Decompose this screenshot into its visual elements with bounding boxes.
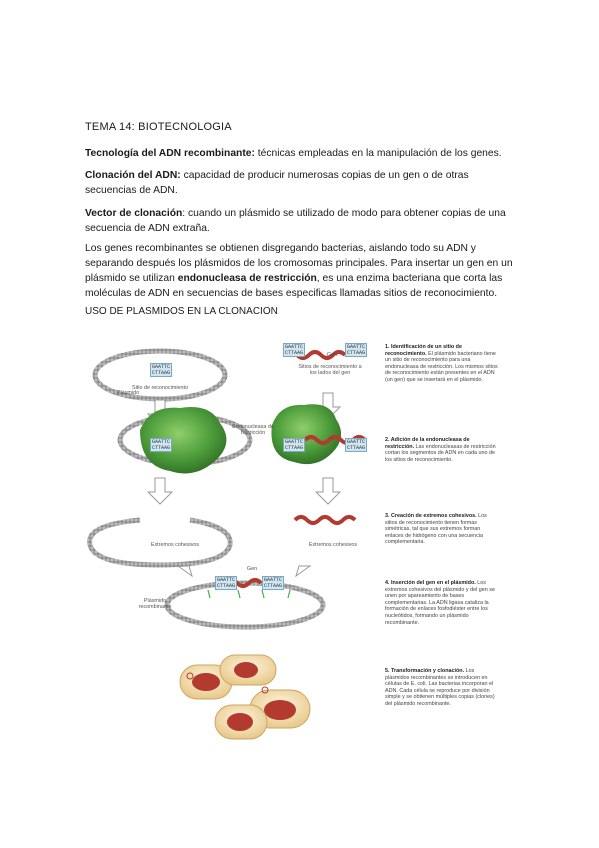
arrow-icon [208, 590, 290, 598]
legend-step-4: 4. Inserción del gen en el plásmido. Los extremos cohesivos del plásmido y del gen se unen por apareamiento de bases complementarias. La ADN ligasa cataliza la formación de enlaces fosfodiéster entre los nucleótidos, formando un plásmido recombinante. [385, 580, 495, 626]
term-endonucleasa: endonucleasa de restricción [177, 273, 317, 284]
term-vector: Vector de clonación [85, 208, 183, 219]
recognition-site-sequence: GAATTC CTTAAG [264, 577, 283, 589]
legend-step-1: 1. Identificación de un sitio de reconocimiento. El plásmido bacteriano tiene un sitio de reconocimiento para una endonucleasa de restricción. Los mismos sitios de reconocimiento están presentes en el ADN (un gen) que se insertará en el plásmido. [385, 344, 498, 383]
label-extremos-gen: Extremos cohesivos [308, 542, 358, 548]
term-clonacion: Clonación del ADN: [85, 170, 181, 181]
legend-step-5: 5. Transformación y clonación. Los plásmidos recombinantes se introducen en células de E. coli. Las bacterias incorporan el ADN. Cada célula se reproduce por división simple y se obtienen múltiples copias (clones) del plásmido recombinante. [385, 668, 495, 707]
recognition-site-sequence: GAATTC CTTAAG [285, 439, 304, 451]
recognition-site-sequence: GAATTC CTTAAG [347, 344, 366, 356]
recognition-site-sequence: GAATTC CTTAAG [285, 344, 304, 356]
recognition-site-sequence: GAATTC CTTAAG [152, 439, 171, 451]
gene-strand [295, 517, 355, 523]
label-sitio-plasmido: Sitio de reconocimiento [131, 385, 189, 391]
body-text-a: Los genes recombinantes se obtienen disgregando bacterias, aislando todo su ADN y separando después los plásmidos de los cromosomas principales. Para insertar un gen en un plásmido se utilizan [85, 243, 513, 284]
label-plasmido-recombinante: Plásmido recombinante [138, 598, 172, 611]
page-title: TEMA 14: BIOTECNOLOGIA [85, 121, 232, 133]
term-adn-recombinante: Tecnología del ADN recombinante: [85, 148, 255, 159]
label-plasmido: Plásmido [116, 390, 140, 396]
definition-adn-recombinante: técnicas empleadas en la manipulación de los genes. [254, 148, 502, 159]
recognition-site-sequence: GAATTC CTTAAG [217, 577, 236, 589]
definition-clonacion: capacidad de producir numerosas copias de un gen o de otras secuencias de ADN. [85, 170, 469, 196]
label-extremos-plasmido: Extremos cohesivos [150, 542, 200, 548]
recognition-site-sequence: GAATTC CTTAAG [347, 439, 366, 451]
label-gen: Gen [246, 566, 258, 572]
plasmid-ring [167, 583, 323, 627]
body-text-b: , es una enzima bacteriana que corta las moléculas de ADN en secuencias de bases especificas llamadas sitios de reconocimiento. [85, 273, 503, 299]
section-subheading: USO DE PLASMIDOS EN LA CLONACION [85, 306, 278, 317]
bacteria-cells [180, 655, 310, 739]
legend-step-2: 2. Adición de la endonucleasa de restricción. Las endonucleasas de restricción cortan los segmentos de ADN en cada uno de los sitios de reconocimiento. [385, 437, 496, 463]
enzyme-blob [271, 404, 341, 464]
legend-step-3: 3. Creación de extremos cohesivos. Los sitios de reconocimiento tienen formas simétricas, tal que sus extremos forman enlaces de hidrógeno con una secuencia complementaria. [385, 513, 487, 546]
recognition-site-sequence: GAATTC CTTAAG [152, 364, 171, 376]
label-endonucleasa: Endonucleasa de restricción [232, 424, 274, 437]
label-gen: Gen [326, 352, 338, 358]
label-sitios-gen: Sitios de reconocimiento a los lados del gen [298, 364, 362, 377]
definition-vector: : cuando un plásmido se utilizado de modo para obtener copias de una secuencia de ADN extraña. [85, 208, 506, 234]
